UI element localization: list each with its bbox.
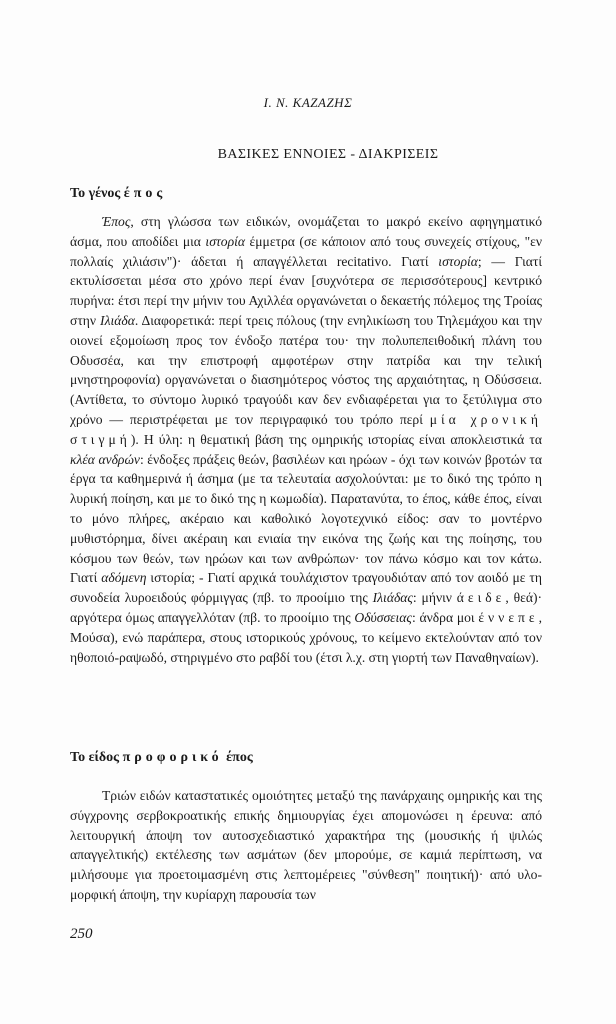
term-italic: Ιλιάδας [372,590,413,606]
section-heading-epic-genre [70,186,166,202]
text-run: ; — Γιατί εκτυλίσσεται μέσα στο χρόνο περί έναν [συχνότερα σε περισσότερους] κεντρικό πυρήνα: έτσι περί την μήνιν του Αχιλλέα οργανώνεται ο δεκαετής πόλεμος της Τροίας στην [70,253,542,328]
text-run: : ένδοξες πράξεις θεών, βασιλέων και ηρώων - όχι των κοινών βροτών τα έργα τα καθημερινά ή άσημα (με τα τελευταία ασχολούνται: με το δικό της τρόπο η λυρική ποίηση, και με το δικό της η κωμωδία). Παρατανύτα, το έπος, κάθε έπος, είναι το μόνο πλήρες, ακέραιο και καθολικό λογοτεχνικό είδος: σαν το μοντέρνο μυθιστόρημα, δίνει ακέραιη και ενιαία την εικόνα της ζωής και της ποίησης, του κόσμου των θεών, των ηρώων και των ανθρώπων· τον πάνω κόσμο και τον κάτω. Γιατί [70,451,543,586]
term-italic: αδόμενη [101,570,147,586]
text-run: ). Η ύλη: η θεματική βάση της ομηρικής ιστορίας είναι αποκλειστικά τα [130,431,542,447]
heading-spaced-term: προφορικό [122,750,223,765]
text-run: , θεά)· αργότερα όμως απαγγελλόταν (πβ. το προοίμιο της [70,590,543,625]
term-italic: Έπος [102,214,131,229]
paragraph-oral-epic: Τριών ειδών καταστατικές ομοιότητες μεταξύ της πανάρχαιης ομηρικής και της σύγχρονης σερβοκροατικής επικής δημιουργίας έχει απομονώσει η έρευνα: από λειτουργική άποψη τον αυτοσχεδιαστικό χαρακτήρα της (μουσικής ή ψιλώς απαγγελτικής) εκτέλεσης των ασμάτων (δεν μπορούμε, σε καμιά περίπτωση, να μιλήσουμε για προετοιμασμένη στις λεπτομέρειες "σύνθεση" ποιητική)· από υλο-μορφική άποψη, την κυρίαρχη παρουσία των [70,788,542,902]
spaced-phrase: έννεπε [478,609,539,625]
heading-spaced-term: έπος [123,186,167,201]
text-run: : μήνιν [412,590,457,606]
paragraph-epic-definition [70,212,542,667]
chapter-title: ΒΑΣΙΚΕΣ ΕΝΝΟΙΕΣ - ΔΙΑΚΡΙΣΕΙΣ [217,147,439,162]
running-head: Ι. Ν. ΚΑΖΑΖΗΣ [263,95,353,110]
section-heading-oral-epic [70,750,253,766]
page-number: 250 [70,926,93,942]
term-italic: ιστορία [205,233,246,249]
text-run: . Διαφορετικά: περί τρεις πόλους (την ενηλικίωση του Τηλεμάχου και την οιονεί εξομοίωση προς τον ένδοξο πατέρα του· την πολυπεπειθοδική πλάνη του Οδυσσέα, και την επιστροφή αμφοτέρων στην πατρίδα και την τελική μνηστηροφονία) οργανώνεται ο διασημότερος νόστος της αρχαιότητας, η Οδύσσεια. (Αντίθετα, το σύντομο λυρικό τραγούδι καν δεν ενδιαφέρεται για το ξετύλιγμα στο χρόνο — περιστρέφεται με τον περιγραφικό του τρόπο περί [70,312,542,427]
term-italic: ιστορία [438,253,478,269]
text-run: ιστορία; - Γιατί αρχικά τουλάχιστον τραγουδιόταν από τον αοιδό με τη συνοδεία λυροειδούς φόρμιγγας (πβ. το προοίμιο της [70,570,542,606]
text-run: : άνδρα μοι [411,609,479,625]
term-italic: Οδύσσειας [354,609,412,625]
term-italic: Ιλιάδα [100,312,135,328]
heading-prefix: Το είδος [70,750,120,765]
spaced-phrase: άειδε [456,590,506,606]
text-run: , Μούσα), ενώ παράπερα, στους ιστορικούς χρόνους, το κείμενο εκτελούνταν από τον ηθοποιό-ραψωδό, στηριγμένο στο ραβδί του (έτσι λ.χ. στη γιορτή των Παναθηναίων). [70,609,543,665]
heading-prefix: Το γένος [70,186,121,201]
term-italic: κλέα ανδρών [70,451,140,467]
text-run: , στη γλώσσα των ειδικών, ονομάζεται το μακρό εκείνο αφηγηματικό άσμα, που αποδίδει μια [70,214,542,249]
heading-suffix: έπος [226,750,253,765]
text-run: έμμετρα (σε κάποιον από τους συνεχείς στίχους, "εν πολλαίς χιλιάσιν")· άδεται ή απαγγέλλεται recitativo. Γιατί [70,233,542,269]
spaced-phrase: μία χρονική στιγμή [70,411,543,447]
